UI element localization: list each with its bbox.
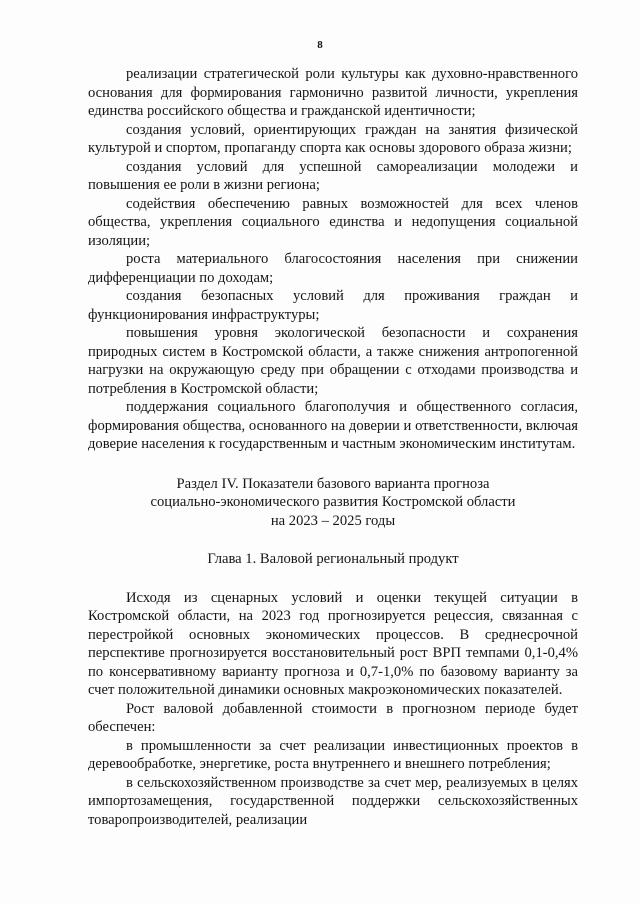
list-item: поддержания социального благополучия и общественного согласия, формирования общества, основанного на доверии и ответственности, включая доверие населения к государственным и частным экономическим институтам. bbox=[88, 399, 578, 452]
page-number: 8 bbox=[317, 39, 323, 51]
list-item: повышения уровня экологической безопасности и сохранения природных систем в Костромской области, а также снижения антропогенной нагрузки на окружающую среду при обращении с отходами производства и потребления в Костромской области; bbox=[88, 325, 578, 397]
list-item: реализации стратегической роли культуры как духовно-нравственного основания для формирования гармонично развитой личности, укрепления единства российского общества и гражданской идентичности; bbox=[88, 66, 578, 119]
list-item: создания условий для успешной самореализации молодежи и повышения ее роли в жизни региона; bbox=[88, 158, 578, 193]
section-heading-line: Раздел IV. Показатели базового варианта прогноза bbox=[176, 475, 490, 492]
list-item: создания условий, ориентирующих граждан на занятия физической культурой и спортом, пропаганду спорта как основы здорового образа жизни; bbox=[88, 121, 578, 156]
document-body bbox=[88, 65, 578, 829]
list-item: создания безопасных условий для проживания граждан и функционирования инфраструктуры; bbox=[88, 288, 578, 323]
paragraph: в сельскохозяйственном производстве за счет мер, реализуемых в целях импортозамещения, государственной поддержки сельскохозяйственных товаропроизводителей, реализации bbox=[88, 774, 578, 828]
list-item: роста материального благосостояния населения при снижении дифференциации по доходам; bbox=[88, 251, 578, 286]
section-heading-line: социально-экономического развития Костромской области bbox=[150, 494, 516, 510]
section-heading-line: на 2023 – 2025 годы bbox=[270, 512, 396, 529]
section-heading bbox=[88, 475, 578, 531]
chapter-heading: Глава 1. Валовой региональный продукт bbox=[207, 551, 459, 567]
paragraph: Рост валовой добавленной стоимости в прогнозном периоде будет обеспечен: bbox=[88, 700, 578, 735]
paragraph: Исходя из сценарных условий и оценки текущей ситуации в Костромской области, на 2023 год прогнозируется рецессия, связанная с перестройкой основных экономических процессов. В среднесрочной перспективе прогнозируется восстановительный рост ВРП темпами 0,1-0,4% по консервативному варианту прогноза и 0,7-1,0% по базовому варианту за счет положительной динамики основных макроэкономических показателей. bbox=[88, 589, 578, 698]
paragraph: в промышленности за счет реализации инвестиционных проектов в деревообработке, энергетике, роста внутреннего и внешнего потребления; bbox=[88, 737, 578, 772]
list-item: содействия обеспечению равных возможностей для всех членов общества, укрепления социального единства и недопущения социальной изоляции; bbox=[88, 195, 578, 249]
